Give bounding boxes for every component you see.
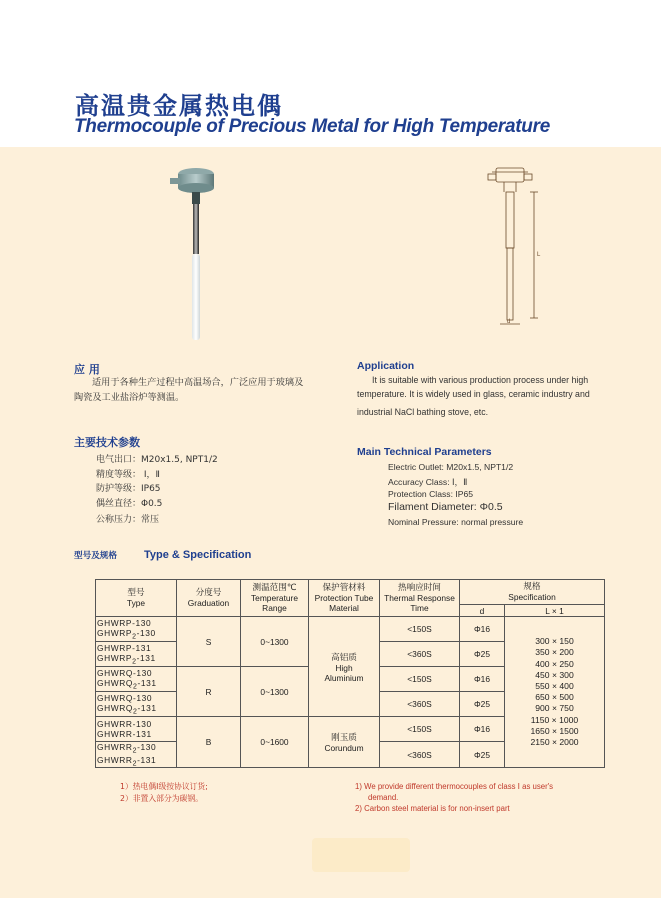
- header-spec: 规格 Specification: [460, 580, 605, 605]
- param-cn-protection: 防护等级：IP65: [96, 484, 161, 494]
- response-cell: <360S: [380, 692, 460, 717]
- tube-cell: 高铝质 High Aluminium: [309, 617, 380, 717]
- note-cn-1: 1）热电偶Ⅰ级按协议订货;: [120, 782, 208, 791]
- type-GHWRP2-130: $GHWRP_2-130$: [97, 627, 156, 641]
- d-cell: Φ16: [460, 717, 505, 742]
- d-cell: Φ16: [460, 667, 505, 692]
- tube-cell: 刚玉质 Corundum: [309, 717, 380, 768]
- thermocouple-photo: [166, 160, 226, 340]
- spec-heading-en: Type & Specification: [144, 549, 252, 561]
- header-l: L × 1: [505, 605, 605, 617]
- note-en-1: 1) We provide different thermocouples of class Ⅰ as user's: [355, 782, 554, 791]
- graduation-cell: B: [177, 717, 241, 768]
- page-title-cn: 高温贵金属热电偶: [75, 92, 283, 120]
- param-cn-diameter: 偶丝直径：Φ0.5: [96, 499, 163, 509]
- param-en-diameter: Filament Diameter: Φ0.5: [388, 501, 503, 513]
- header-type: 型号 Type: [96, 580, 177, 617]
- response-cell: <150S: [380, 617, 460, 642]
- type-GHWRP-130: GHWRP-130: [97, 617, 152, 628]
- application-text-cn-1: 适用于各种生产过程中高温场合，广泛应用于玻璃及: [92, 377, 304, 388]
- d-cell: Φ25: [460, 742, 505, 768]
- header-tube: 保护管材料 Protection Tube Material: [309, 580, 380, 617]
- application-heading-cn: 应 用: [74, 363, 100, 376]
- application-heading-en: Application: [357, 360, 415, 372]
- type-cell: GHWRR-130 GHWRR-131: [96, 717, 177, 742]
- type-cell: [96, 617, 177, 642]
- application-text-cn-2: 陶瓷及工业盐浴炉等测温。: [74, 392, 185, 403]
- note-en-3: 2) Carbon steel material is for non-insert part: [355, 804, 510, 813]
- response-cell: <360S: [380, 642, 460, 667]
- note-cn-2: 2）非置入部分为碳钢。: [120, 794, 203, 803]
- param-en-accuracy: Accuracy Class: Ⅰ，Ⅱ: [388, 477, 468, 487]
- param-en-outlet: Electric Outlet: M20x1.5, NPT1/2: [388, 462, 514, 472]
- page-title-en: Thermocouple of Precious Metal for High Temperature: [74, 116, 550, 137]
- param-cn-pressure: 公称压力：常压: [96, 515, 160, 525]
- header-range: 测温范围℃ Temperature Range: [241, 580, 309, 617]
- type-cell: $GHWRR_2-130$ $GHWRR_2-131$: [96, 742, 177, 768]
- application-text-en-3: industrial NaCl bathing stove, etc.: [357, 407, 489, 417]
- param-en-pressure: Nominal Pressure: normal pressure: [388, 517, 524, 527]
- type-cell: GHWRQ-130 $GHWRQ_2-131$: [96, 692, 177, 717]
- param-en-protection: Protection Class: IP65: [388, 489, 474, 499]
- header-response: 热响应时间 Thermal Response Time: [380, 580, 460, 617]
- d-cell: Φ25: [460, 692, 505, 717]
- range-cell: 0~1600: [241, 717, 309, 768]
- application-text-en-1: It is suitable with various production process under high: [372, 375, 589, 385]
- range-cell: 0~1300: [241, 667, 309, 717]
- length-list: 300 × 150 350 × 200 400 × 250 450 × 300 550 × 400 650 × 500 900 × 750 1150 × 1000 1650 × 1500 2150 × 2000: [505, 617, 605, 768]
- note-en-2: demand.: [368, 793, 399, 802]
- params-heading-cn: 主要技术参数: [74, 436, 140, 449]
- graduation-cell: R: [177, 667, 241, 717]
- params-heading-en: Main Technical Parameters: [357, 446, 492, 458]
- light-patch: [312, 838, 410, 872]
- header-graduation: 分度号 Graduation: [177, 580, 241, 617]
- header-d: d: [460, 605, 505, 617]
- spec-table: [95, 579, 605, 768]
- label-l: L: [537, 252, 541, 258]
- range-cell: 0~1300: [241, 617, 309, 667]
- dimension-drawing: [482, 158, 552, 328]
- label-d: d: [507, 319, 511, 325]
- graduation-cell: S: [177, 617, 241, 667]
- spec-heading-cn: 型号及规格: [74, 551, 117, 561]
- type-cell: GHWRQ-130 $GHWRQ_2-131$: [96, 667, 177, 692]
- d-cell: Φ25: [460, 642, 505, 667]
- d-cell: Φ16: [460, 617, 505, 642]
- type-cell: GHWRP-131 $GHWRP_2-131$: [96, 642, 177, 667]
- response-cell: <360S: [380, 742, 460, 768]
- response-cell: <150S: [380, 667, 460, 692]
- param-cn-accuracy: 精度等级： Ⅰ，Ⅱ: [96, 470, 160, 480]
- application-text-en-2: temperature. It is widely used in glass, ceramic industry and: [357, 389, 590, 399]
- param-cn-outlet: 电气出口：M20x1.5, NPT1/2: [96, 455, 218, 465]
- response-cell: <150S: [380, 717, 460, 742]
